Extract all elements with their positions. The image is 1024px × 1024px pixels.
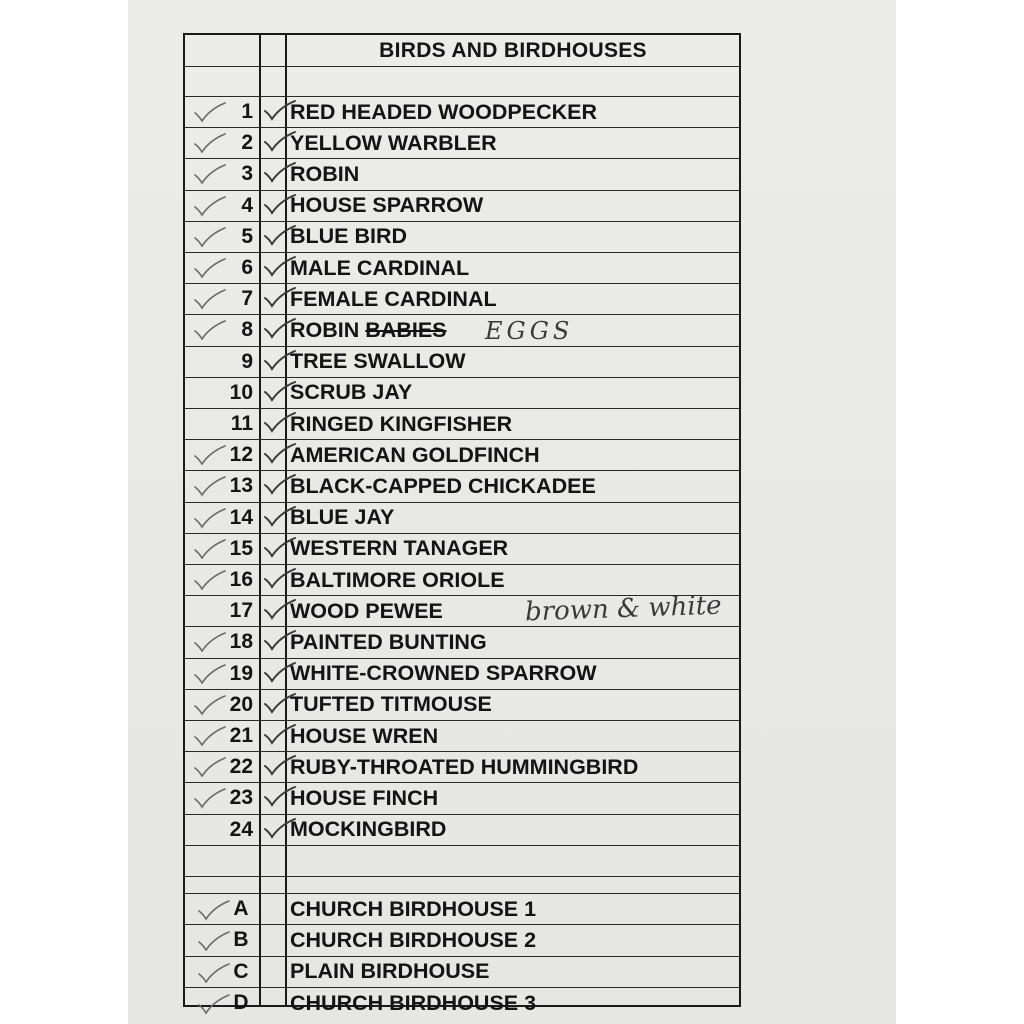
checkmark-icon (193, 101, 227, 123)
bird-name (287, 440, 735, 470)
bird-name-text: WOOD PEWEE (290, 598, 443, 623)
bird-name (287, 752, 735, 782)
bird-number: 11 (230, 412, 253, 436)
bird-name-text: BLUE BIRD (290, 224, 408, 249)
bird-name-text: AMERICAN GOLDFINCH (290, 442, 540, 467)
bird-number: 24 (229, 817, 253, 841)
checkmark-icon (197, 993, 231, 1015)
checkmark-icon (263, 255, 297, 277)
bird-name-text: BALTIMORE ORIOLE (290, 567, 505, 592)
bird-number: 18 (229, 630, 253, 654)
checkmark-icon (193, 319, 227, 341)
bird-number: 14 (229, 505, 253, 529)
checkmark-icon (197, 930, 231, 952)
checkmark-icon (193, 226, 227, 248)
bird-number: 22 (229, 755, 253, 779)
checkmark-icon (263, 99, 297, 121)
checkmark-icon (263, 629, 297, 651)
bird-number: 8 (241, 318, 253, 342)
checkmark-icon (193, 132, 227, 154)
bird-number: 12 (229, 443, 253, 467)
bird-name-text: WHITE-CROWNED SPARROW (290, 661, 597, 686)
checkmark-icon (193, 288, 227, 310)
bird-name (287, 378, 735, 408)
checkmark-icon (197, 899, 231, 921)
bird-name (287, 128, 735, 158)
checkmark-icon (193, 195, 227, 217)
bird-name (287, 409, 735, 439)
bird-name-text: FEMALE CARDINAL (290, 286, 497, 311)
handwritten-note: brown & white (524, 590, 723, 628)
birdhouse-letter: B (233, 928, 249, 952)
bird-name (287, 471, 735, 501)
bird-name (287, 627, 735, 657)
checkmark-icon (263, 817, 297, 839)
bird-number: 15 (229, 536, 253, 560)
checkmark-icon (193, 444, 227, 466)
checkmark-icon (263, 380, 297, 402)
bird-name-text: MOCKINGBIRD (290, 817, 447, 842)
checkmark-icon (263, 723, 297, 745)
birdhouse-letter: C (233, 959, 249, 983)
checkmark-icon (193, 257, 227, 279)
row-divider (185, 876, 739, 877)
checkmark-icon (193, 631, 227, 653)
birdhouse-row (185, 988, 739, 1019)
bird-number: 2 (241, 131, 253, 155)
bird-number: 4 (241, 193, 253, 217)
handwritten-note: EGGS (485, 317, 574, 346)
bird-name (287, 815, 735, 845)
checkmark-icon (263, 286, 297, 308)
birdhouse-name: CHURCH BIRDHOUSE 1 (290, 896, 537, 921)
checkmark-icon (263, 785, 297, 807)
birdhouse-letter: A (233, 897, 249, 921)
checkmark-icon (263, 754, 297, 776)
bird-name (287, 191, 735, 221)
bird-name-text: ROBIN (290, 317, 360, 342)
bird-name (287, 659, 735, 689)
bird-name-text: ROBIN (290, 161, 360, 186)
checkmark-icon (263, 442, 297, 464)
checkmark-icon (263, 505, 297, 527)
bird-number: 20 (229, 692, 253, 716)
checkmark-icon (263, 661, 297, 683)
checkmark-icon (193, 569, 227, 591)
checkmark-icon (197, 962, 231, 984)
row-divider (185, 66, 739, 67)
bird-number: 6 (241, 256, 253, 280)
bird-name-text: WESTERN TANAGER (290, 536, 509, 561)
bird-name (287, 347, 735, 377)
bird-name (287, 690, 735, 720)
checkmark-icon (193, 694, 227, 716)
bird-number: 16 (229, 568, 253, 592)
bird-name-text: HOUSE WREN (290, 723, 439, 748)
checkmark-icon (263, 536, 297, 558)
checkmark-icon (193, 163, 227, 185)
bird-name (287, 253, 735, 283)
checkmark-icon (263, 224, 297, 246)
checkmark-icon (263, 130, 297, 152)
bird-number: 17 (229, 599, 253, 623)
bird-name (287, 565, 735, 595)
bird-name (287, 284, 735, 314)
bird-name (287, 222, 735, 252)
birdhouse-name: CHURCH BIRDHOUSE 2 (290, 927, 537, 952)
bird-name (287, 721, 735, 751)
struck-text: BABIES (365, 317, 447, 342)
checkmark-icon (263, 567, 297, 589)
birdhouse-row (185, 894, 739, 925)
checkmark-icon (263, 317, 297, 339)
bird-number: 10 (229, 380, 253, 404)
bird-number: 9 (241, 349, 253, 373)
bird-name (287, 783, 735, 813)
bird-name-text: BLACK-CAPPED CHICKADEE (290, 473, 596, 498)
checkmark-icon (263, 349, 297, 371)
bird-number: 7 (241, 287, 253, 311)
checkmark-icon (193, 507, 227, 529)
bird-name-text: HOUSE SPARROW (290, 193, 484, 218)
checkmark-icon (193, 756, 227, 778)
bird-number: 5 (241, 224, 253, 248)
birdhouse-row (185, 957, 739, 988)
bird-name-text: BLUE JAY (290, 505, 395, 530)
bird-name (287, 159, 735, 189)
table-title: BIRDS AND BIRDHOUSES (379, 39, 647, 62)
checkmark-icon (263, 161, 297, 183)
bird-number: 3 (241, 162, 253, 186)
bird-number: 1 (241, 100, 253, 124)
checkmark-icon (263, 692, 297, 714)
checkmark-icon (263, 473, 297, 495)
checkmark-icon (193, 725, 227, 747)
checkmark-icon (263, 598, 297, 620)
bird-name-text: RUBY-THROATED HUMMINGBIRD (290, 754, 639, 779)
bird-name-text: YELLOW WARBLER (290, 130, 497, 155)
bird-name (287, 503, 735, 533)
birdhouse-name: PLAIN BIRDHOUSE (290, 959, 490, 984)
bird-name-text: TUFTED TITMOUSE (290, 692, 492, 717)
bird-name (287, 97, 735, 127)
bird-name-text: RED HEADED WOODPECKER (290, 99, 597, 124)
checkmark-icon (193, 787, 227, 809)
bird-name-text: MALE CARDINAL (290, 255, 470, 280)
checkmark-icon (193, 538, 227, 560)
birdhouse-name: CHURCH BIRDHOUSE 3 (290, 990, 537, 1015)
checkmark-icon (263, 411, 297, 433)
checkmark-icon (193, 475, 227, 497)
bird-number: 21 (229, 724, 253, 748)
bird-name-text: HOUSE FINCH (290, 785, 439, 810)
birdhouse-row (185, 925, 739, 956)
birdhouse-letter: D (233, 991, 249, 1015)
bird-name-text: RINGED KINGFISHER (290, 411, 513, 436)
bird-name-text: PAINTED BUNTING (290, 629, 487, 654)
bird-name (287, 534, 735, 564)
checkmark-icon (263, 193, 297, 215)
bird-number: 23 (229, 786, 253, 810)
checkmark-icon (193, 663, 227, 685)
bird-name-text: SCRUB JAY (290, 380, 413, 405)
bird-name-text: TREE SWALLOW (290, 349, 466, 374)
bird-number: 19 (229, 661, 253, 685)
checklist-table (183, 33, 741, 1015)
bird-number: 13 (229, 474, 253, 498)
